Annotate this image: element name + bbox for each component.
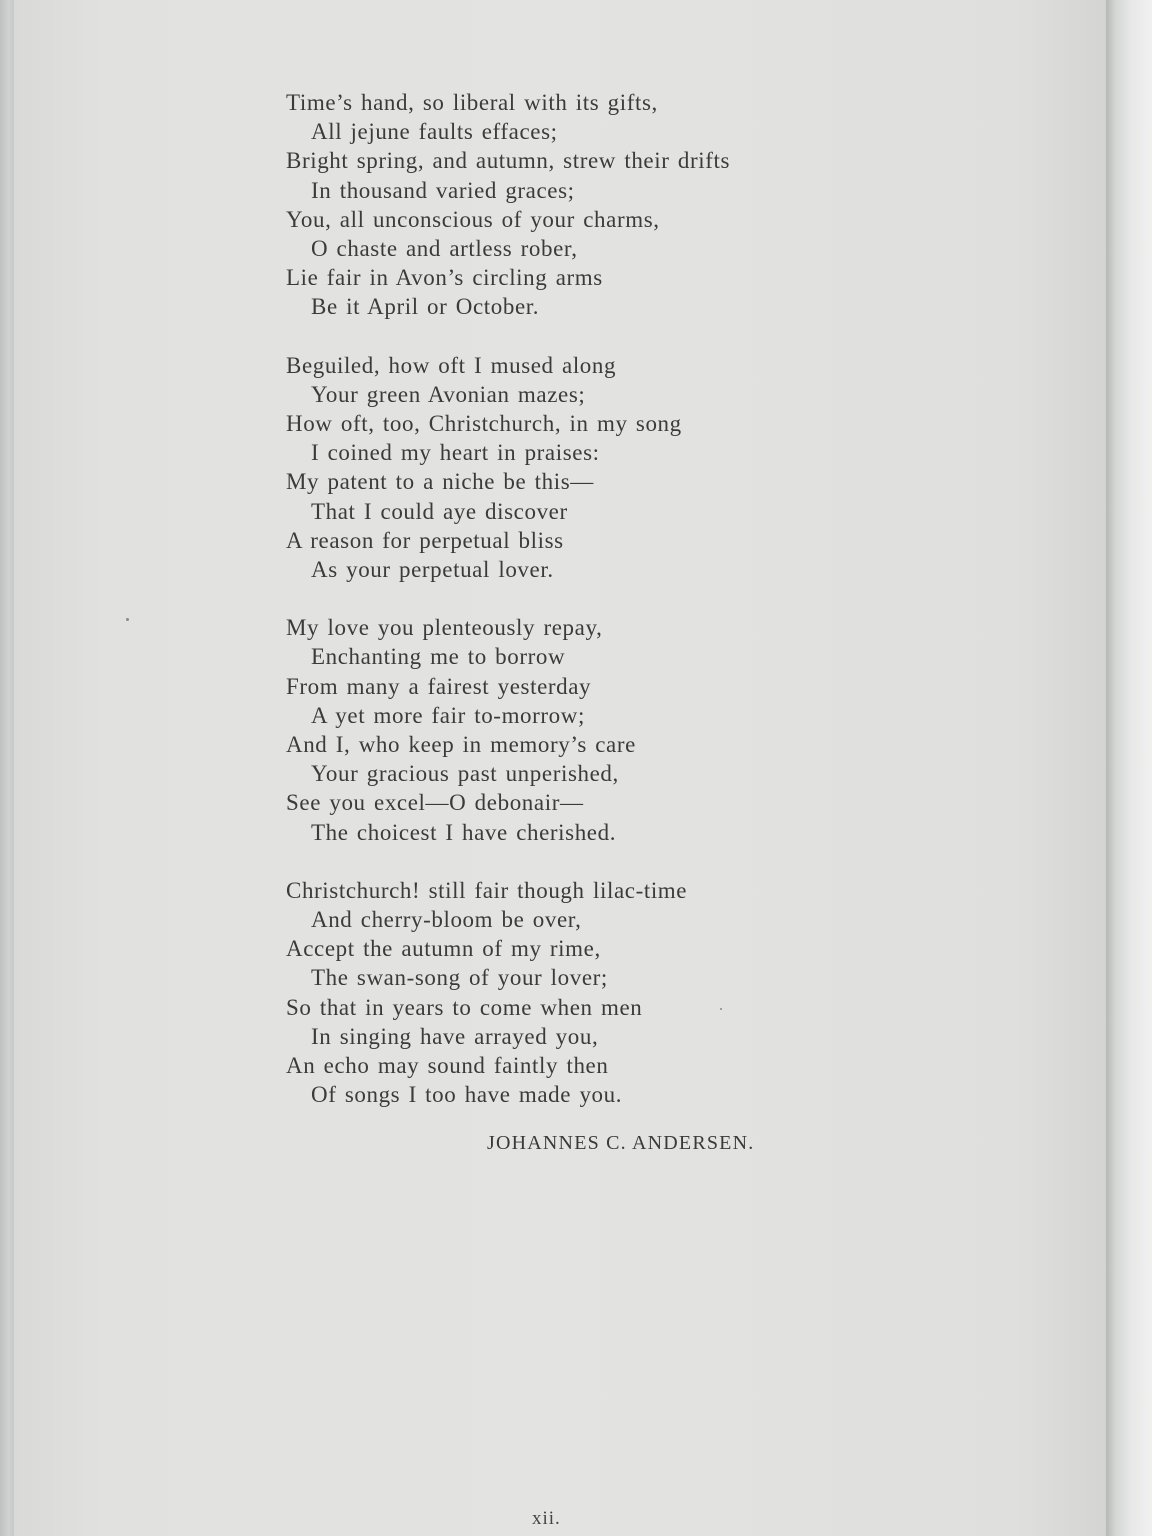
poem-line: Accept the autumn of my rime, [286,936,601,962]
poem-line: Of songs I too have made you. [311,1082,623,1108]
poem-line: So that in years to come when men [286,994,643,1020]
poem-line: Bright spring, and autumn, strew their drifts [286,148,730,174]
paper-speck [126,618,129,621]
poem-line: My patent to a niche be this— [286,469,594,495]
poem-line: As your perpetual lover. [311,557,554,583]
stanza-2 [286,351,886,585]
stanza-1 [286,88,886,322]
poem [286,88,886,1139]
stanza-4 [286,876,886,1110]
poem-line: Beguiled, how oft I mused along [286,352,617,378]
poem-line: Your gracious past unperished, [311,761,619,787]
poem-line: See you excel—O debonair— [286,790,584,816]
adjacent-page-edge [0,0,14,1536]
poem-line: My love you plenteously repay, [286,615,603,641]
poem-line: That I could aye discover [311,498,568,524]
book-gutter [1106,0,1152,1536]
poem-line: Time’s hand, so liberal with its gifts, [286,90,658,115]
poem-line: Your green Avonian mazes; [311,381,586,407]
author-signature: JOHANNES C. ANDERSEN. [487,1132,755,1154]
poem-line: And I, who keep in memory’s care [286,732,636,758]
poem-line: I coined my heart in praises: [311,440,600,466]
poem-line: The swan-song of your lover; [311,965,608,991]
poem-line: Lie fair in Avon’s circling arms [286,265,603,291]
poem-line: An echo may sound faintly then [286,1053,609,1079]
poem-line: All jejune faults effaces; [311,119,558,145]
poem-line: How oft, too, Christchurch, in my song [286,411,682,437]
poem-line: In singing have arrayed you, [311,1023,599,1049]
page-number: xii. [532,1508,561,1529]
poem-line: And cherry-bloom be over, [311,907,582,933]
poem-line: You, all unconscious of your charms, [286,206,660,232]
poem-line: A reason for perpetual bliss [286,527,564,553]
poem-line: From many a fairest yesterday [286,673,592,699]
poem-line: Christchurch! still fair though lilac-time [286,877,688,903]
poem-line: Enchanting me to borrow [311,644,566,670]
poem-line: A yet more fair to-morrow; [311,702,585,728]
poem-line: The choicest I have cherished. [311,819,617,845]
poem-line: O chaste and artless rober, [311,236,578,262]
poem-line: Be it April or October. [311,294,540,320]
poem-line: In thousand varied graces; [311,177,575,203]
stanza-3 [286,613,886,847]
